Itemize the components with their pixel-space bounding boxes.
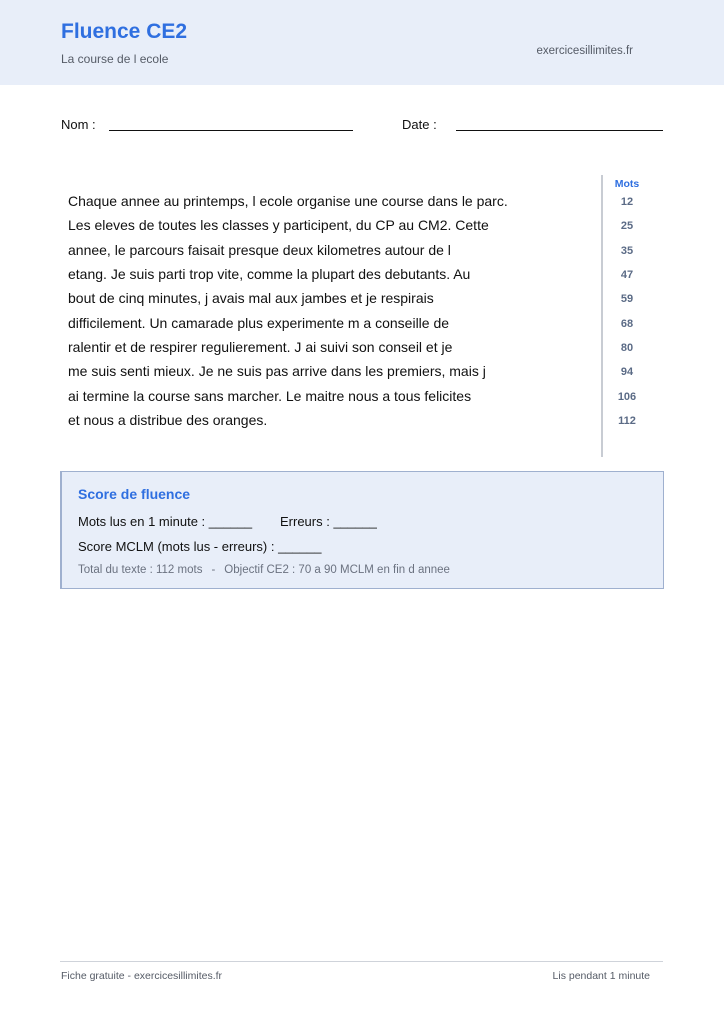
objective-note: Objectif CE2 : 70 a 90 MCLM en fin d annee <box>224 564 450 576</box>
erreurs-field: Erreurs : ______ <box>280 514 377 529</box>
page-title: Fluence CE2 <box>61 20 188 43</box>
nom-label: Nom : <box>61 117 96 132</box>
footer-divider <box>60 961 663 962</box>
word-count: 68 <box>620 317 634 330</box>
word-count: 25 <box>620 220 634 233</box>
date-label: Date : <box>402 117 437 132</box>
word-count-column <box>606 178 648 436</box>
word-count: 94 <box>620 366 634 379</box>
text-line: me suis senti mieux. Je ne suis pas arrive dans les premiers, mais j <box>68 363 486 380</box>
text-line: annee, le parcours faisait presque deux kilometres autour de l <box>68 241 451 258</box>
word-count-header: Mots <box>614 178 640 190</box>
word-count: 112 <box>618 415 636 428</box>
date-write-line[interactable] <box>456 130 663 131</box>
text-line: bout de cinq minutes, j avais mal aux jambes et je respirais <box>68 290 434 307</box>
text-line: difficilement. Un camarade plus experimente m a conseille de <box>68 314 450 331</box>
count-divider <box>601 175 603 457</box>
total-words-note: Total du texte : 112 mots <box>78 564 203 576</box>
score-title: Score de fluence <box>78 486 191 502</box>
word-count: 80 <box>620 342 634 355</box>
word-count: 106 <box>617 390 637 403</box>
mots-lus-field: Mots lus en 1 minute : ______ <box>78 514 253 529</box>
word-count: 59 <box>620 293 634 306</box>
text-line: et nous a distribue des oranges. <box>68 412 268 429</box>
nom-write-line[interactable] <box>109 130 353 131</box>
text-line: ralentir et de respirer regulierement. J ai suivi son conseil et je <box>68 339 453 356</box>
text-line: Chaque annee au printemps, l ecole organise une course dans le parc. <box>68 193 508 209</box>
note-separator: - <box>211 564 216 576</box>
word-count: 35 <box>620 244 634 257</box>
mclm-field: Score MCLM (mots lus - erreurs) : ______ <box>78 539 322 554</box>
footer-instruction: Lis pendant 1 minute <box>552 970 650 982</box>
word-count: 47 <box>620 269 634 282</box>
word-count: 12 <box>620 196 634 208</box>
text-line: Les eleves de toutes les classes y participent, du CP au CM2. Cette <box>68 217 489 234</box>
site-name: exercicesillimites.fr <box>536 45 633 57</box>
page-subtitle: La course de l ecole <box>61 52 169 66</box>
score-note <box>78 563 450 577</box>
page-header <box>0 0 724 85</box>
reading-text <box>68 191 588 434</box>
text-line: ai termine la course sans marcher. Le maitre nous a tous felicites <box>68 387 472 404</box>
score-box <box>60 471 664 589</box>
footer-source: Fiche gratuite - exercicesillimites.fr <box>61 970 223 982</box>
text-line: etang. Je suis parti trop vite, comme la plupart des debutants. Au <box>68 266 471 283</box>
